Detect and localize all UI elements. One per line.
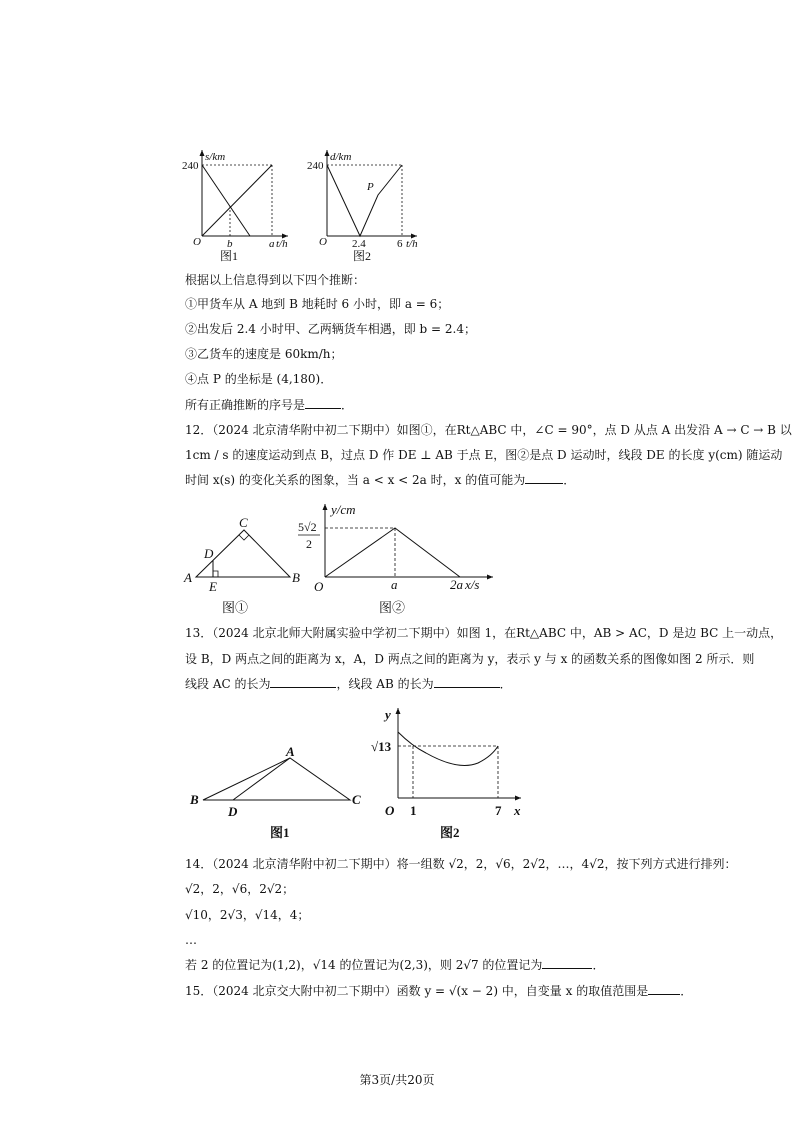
- q15-text: 15．（2024 北京交大附中初二下期中）函数 y = √(x − 2) 中，自变量 x 的取值范围是: [185, 984, 649, 998]
- y-tick-240: 240: [307, 160, 324, 172]
- q12-line-2: 1cm / s 的速度运动到点 B，过点 D 作 DE ⊥ AB 于点 E，图②是点 D 运动时，线段 DE 的长度 y(cm) 随运动: [185, 448, 783, 462]
- answer-blank-ab[interactable]: [434, 676, 500, 688]
- y-tick-sqrt13: √13: [371, 739, 392, 754]
- x-axis-label: x/s: [465, 577, 480, 592]
- x-axis-label: t/h: [406, 238, 418, 250]
- answer-blank-ac[interactable]: [270, 676, 336, 688]
- q12-line-3-text: 时间 x(s) 的变化关系的图象，当 a < x < 2a 时，x 的值可能为: [185, 473, 526, 487]
- label-d: D: [228, 804, 238, 819]
- q12-line-3: 时间 x(s) 的变化关系的图象，当 a < x < 2a 时，x 的值可能为 ．: [185, 473, 576, 487]
- figure-2-gap-time-graph: [305, 148, 420, 263]
- q13-line-3: 线段 AC 的长为 ，线段 AB 的长为 ．: [185, 677, 512, 691]
- line-jia: [202, 165, 272, 236]
- answer-blank[interactable]: [525, 472, 563, 484]
- y-axis-label: d/km: [330, 151, 352, 163]
- y-axis-label: s/km: [205, 151, 226, 163]
- origin-label: O: [385, 803, 395, 818]
- x-tick-6: 6: [397, 238, 403, 250]
- label-d: D: [204, 546, 214, 561]
- q13-line-3b: ，线段 AB 的长为: [336, 677, 434, 691]
- figure-caption: 图②: [379, 600, 406, 615]
- origin-label: O: [193, 236, 201, 248]
- origin-label: O: [314, 579, 324, 594]
- figure-caption: 图1: [270, 825, 290, 840]
- page-footer: 第3页/共20页: [359, 1073, 435, 1087]
- point-p-label: P: [367, 181, 374, 193]
- origin-label: O: [319, 236, 327, 248]
- q11-ask: 所有正确推断的序号是 ．: [185, 398, 354, 412]
- q12-line-1: 12．（2024 北京清华附中初二下期中）如图①，在Rt△ABC 中，∠C = 90°，点 D 从点 A 出发沿 A → C → B 以: [185, 423, 792, 437]
- de-length-curve: [325, 528, 460, 577]
- y-tick-240: 240: [182, 160, 199, 172]
- x-axis-label: t/h: [276, 238, 288, 250]
- q14-line-1: 14．（2024 北京清华附中初二下期中）将一组数 √2，2，√6，2√2，…，4√2，按下列方式进行排列：: [185, 857, 737, 871]
- figure-1-distance-time-graph: [180, 148, 290, 263]
- x-tick-2a: 2a: [450, 577, 463, 592]
- q14-last-line-text: 若 2 的位置记为(1,2)，√14 的位置记为(2,3)，则 2√7 的位置记为: [185, 958, 543, 972]
- label-a: A: [286, 745, 295, 759]
- answer-blank[interactable]: [542, 957, 592, 969]
- x-axis-label: x: [514, 803, 521, 818]
- y-tick-numerator: 5√2: [298, 520, 317, 534]
- q11-ask-text: 所有正确推断的序号是: [185, 398, 306, 412]
- q13-figure-1-triangle: [185, 745, 370, 845]
- x-tick-7: 7: [495, 803, 502, 818]
- label-e: E: [209, 579, 217, 594]
- q14-row-1: √2，2，√6，2√2；: [185, 882, 295, 896]
- q11-item-3: ③乙货车的速度是 60km/h；: [185, 347, 343, 361]
- q12-figure-2-graph: [295, 498, 495, 620]
- label-b: B: [190, 792, 199, 807]
- gap-curve: [327, 165, 402, 236]
- label-b: B: [292, 570, 300, 585]
- figure-caption: 图2: [440, 825, 460, 840]
- y-axis-label: y/cm: [331, 502, 356, 517]
- line-yi: [202, 165, 250, 236]
- x-tick-b: b: [227, 238, 233, 250]
- label-c: C: [239, 515, 248, 530]
- q14-row-2: √10，2√3，√14，4；: [185, 908, 310, 922]
- q14-last-line: [185, 957, 604, 973]
- q11-item-2: ②出发后 2.4 小时甲、乙两辆货车相遇，即 b = 2.4；: [185, 322, 476, 336]
- q15-line: 15．（2024 北京交大附中初二下期中）函数 y = √(x − 2) 中，自变量 x 的取值范围是 ．: [185, 984, 693, 998]
- x-tick-a: a: [269, 238, 275, 250]
- x-tick-1: 1: [410, 803, 417, 818]
- x-tick-2-4: 2.4: [352, 238, 366, 250]
- figure-caption: 图①: [222, 600, 249, 615]
- q13-line-3a: 线段 AC 的长为: [185, 677, 271, 691]
- label-a: A: [184, 570, 192, 585]
- q13-line-2: 设 B，D 两点之间的距离为 x，A，D 两点之间的距离为 y，表示 y 与 x 的函数关系的图像如图 2 所示．则: [185, 652, 755, 666]
- answer-blank[interactable]: [305, 397, 341, 409]
- x-tick-a: a: [391, 577, 398, 592]
- label-c: C: [352, 792, 361, 807]
- q14-last-line-end: ．: [592, 958, 605, 972]
- y-tick-denominator: 2: [306, 537, 312, 551]
- q11-intro: 根据以上信息得到以下四个推断：: [185, 273, 366, 287]
- q12-figure-1-triangle: [182, 510, 307, 620]
- triangle-abc: [203, 758, 350, 800]
- answer-blank[interactable]: [648, 983, 680, 995]
- y-axis-label: y: [385, 707, 391, 722]
- q11-item-1: ①甲货车从 A 地到 B 地耗时 6 小时，即 a = 6；: [185, 297, 450, 311]
- q11-item-4: ④点 P 的坐标是 (4,180)．: [185, 372, 333, 386]
- figure-caption: 图1: [220, 249, 239, 263]
- figure-caption: 图2: [353, 249, 372, 263]
- q14-row-3: …: [185, 933, 197, 947]
- segment-ad: [233, 758, 290, 800]
- q13-line-1: 13．（2024 北京北师大附属实验中学初二下期中）如图 1，在Rt△ABC 中，AB > AC，D 是边 BC 上一动点，: [185, 626, 783, 640]
- q13-figure-2-graph: [368, 703, 528, 845]
